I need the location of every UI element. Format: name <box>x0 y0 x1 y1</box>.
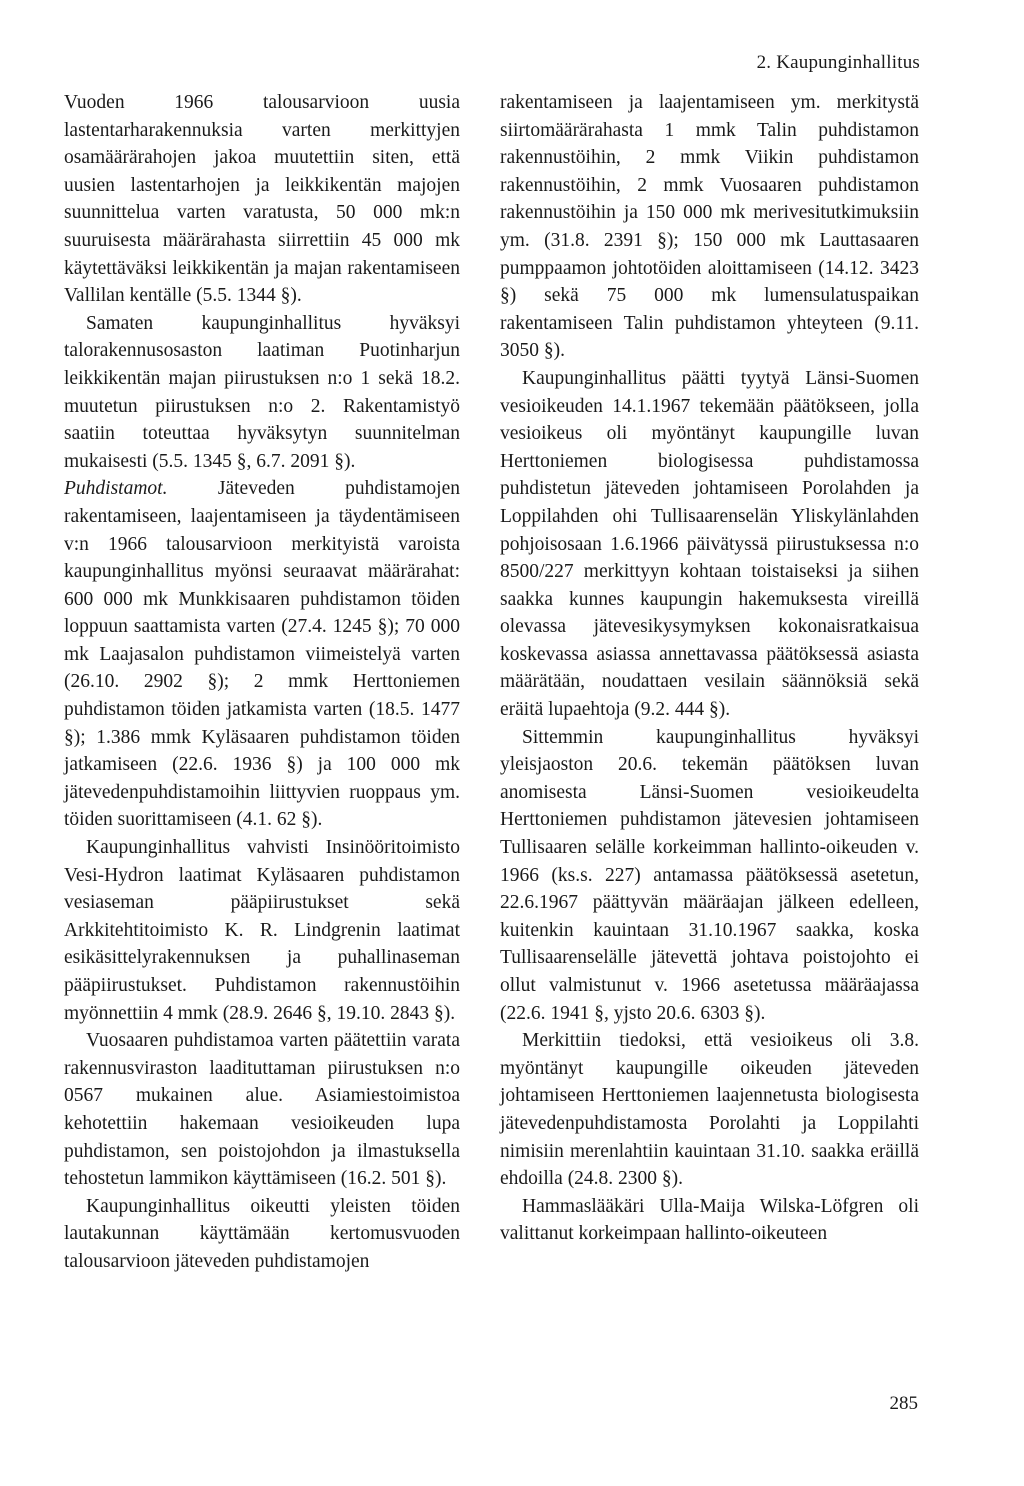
paragraph: Sittemmin kaupunginhallitus hyväksyi yleisjaoston 20.6. tekemän päätöksen luvan anomisesta Länsi-Suomen vesioikeudelta Herttoniemen puhdistamon jätevesien johtamiseen Tullisaaren selälle korkeimman hallinto-oikeuden v. 1966 (ks.s. 227) antamassa päätöksessä asetetun, 22.6.1967 päättyvän määräajan jälkeen edelleen, kuitenkin kauintaan 31.10.1967 saakka, koska Tullisaarenselälle jätevettä johtava poistojohto ei ollut valmistunut v. 1966 asetetussa määräajassa (22.6. 1941 §, yjsto 20.6. 6303 §). <box>500 726 919 1024</box>
paragraph: Hammaslääkäri Ulla-Maija Wilska-Löfgren oli valittanut korkeimpaan hallinto-oikeuteen <box>500 1195 919 1245</box>
running-header: 2. Kaupunginhallitus <box>756 52 920 73</box>
left-column <box>64 89 460 1276</box>
section-lead: Puhdistamot. <box>64 478 168 500</box>
page-number: 285 <box>889 1393 918 1414</box>
paragraph: Vuosaaren puhdistamoa varten päätettiin varata rakennusviraston laadituttaman piirustuksen n:o 0567 mukainen alue. Asiamiestoimistoa kehotettiin hakemaan vesioikeuden lupa puhdistamon, sen poistojohdon ja ilmastuksella tehostetun lammikon käyttämiseen (16.2. 501 §). <box>64 1030 460 1190</box>
paragraph: Kaupunginhallitus vahvisti Insinööritoimisto Vesi-Hydron laatimat Kyläsaaren puhdistamon vesiaseman pääpiirustukset sekä Arkkitehtitoimisto K. R. Lindgrenin laatimat esikäsittelyrakennuksen ja puhallinaseman pääpiirustukset. Puhdistamon rakennustöihin myönnettiin 4 mmk (28.9. 2646 §, 19.10. 2843 §). <box>64 837 460 1024</box>
right-column <box>500 89 919 1248</box>
paragraph: Kaupunginhallitus oikeutti yleisten töiden lautakunnan käyttämään kertomusvuoden talousarvioon jäteveden puhdistamojen <box>64 1195 460 1272</box>
paragraph: Vuoden 1966 talousarvioon uusia lastentarharakennuksia varten merkittyjen osamäärärahojen jakoa muutettiin siten, että uusien lastentarhojen ja leikkikentän majojen suunnittelua varten varatusta, 50 000 mk:n suuruisesta määrärahasta siirrettiin 45 000 mk käytettäväksi leikkikentän ja majan rakentamiseen Vallilan kentälle (5.5. 1344 §). <box>64 92 460 307</box>
paragraph-puhdistamot <box>64 475 460 834</box>
paragraph: Kaupunginhallitus päätti tyytyä Länsi-Suomen vesioikeuden 14.1.1967 tekemään päätökseen, jolla vesioikeus oli myöntänyt kaupungille luvan Herttoniemen biologisessa puhdistamossa puhdistetun jäteveden johtamiseen Porolahden ja Loppilahden ohi Tullisaarenselän Yliskylänlahden pohjoisosaan 1.6.1966 päivätyssä piirustuksessa n:o 8500/227 merkittyyn kohtaan toistaiseksi ja siihen saakka kunnes kaupungin hakemuksesta vireillä olevassa jätevesikysymyksen kokonaisratkaisua koskevassa asiassa annettavassa päätöksessä asiasta määrätään, noudattaen vesilain säännöksiä sekä eräitä lupaehtoja (9.2. 444 §). <box>500 367 919 721</box>
paragraph: rakentamiseen ja laajentamiseen ym. merkitystä siirtomäärärahasta 1 mmk Talin puhdistamon rakennustöihin, 2 mmk Viikin puhdistamon rakennustöihin, 2 mmk Vuosaaren puhdistamon rakennustöihin ja 150 000 mk merivesitutkimuksiin ym. (31.8. 2391 §); 150 000 mk Lauttasaaren pumppaamon johtotöiden aloittamiseen (14.12. 3423 §) sekä 75 000 mk lumensulatuspaikan rakentamiseen Talin puhdistamon yhteyteen (9.11. 3050 §). <box>500 92 919 362</box>
paragraph-body: Jäteveden puhdistamojen rakentamiseen, laajentamiseen ja täydentämiseen v:n 1966 talousarvioon merkityistä varoista kaupunginhallitus myönsi seuraavat määrärahat: 600 000 mk Munkkisaaren puhdistamon töiden loppuun saattamista varten (27.4. 1245 §); 70 000 mk Laajasalon puhdistamon viimeistelyä varten (26.10. 2902 §); 2 mmk Herttoniemen puhdistamon töiden jatkamista varten (18.5. 1477 §); 1.386 mmk Kyläsaaren puhdistamon töiden jatkamiseen (22.6. 1936 §) ja 100 000 mk jätevedenpuhdistamoihin liittyvien ruoppaus ym. töiden suorittamiseen (4.1. 62 §). <box>64 478 460 831</box>
paragraph: Merkittiin tiedoksi, että vesioikeus oli 3.8. myöntänyt kaupungille oikeuden jäteveden johtamiseen Herttoniemen laajennetusta biologisesta jätevedenpuhdistamosta Porolahti ja Loppilahti nimisiin merenlahtiin kauintaan 31.10. saakka eräillä ehdoilla (24.8. 2300 §). <box>500 1030 919 1190</box>
paragraph: Samaten kaupunginhallitus hyväksyi talorakennusosaston laatiman Puotinharjun leikkikentän majan piirustuksen n:o 1 sekä 18.2. muutetun piirustuksen n:o 2. Rakentamistyö saatiin toteuttaa hyväksytyn suunnitelman mukaisesti (5.5. 1345 §, 6.7. 2091 §). <box>64 312 460 472</box>
